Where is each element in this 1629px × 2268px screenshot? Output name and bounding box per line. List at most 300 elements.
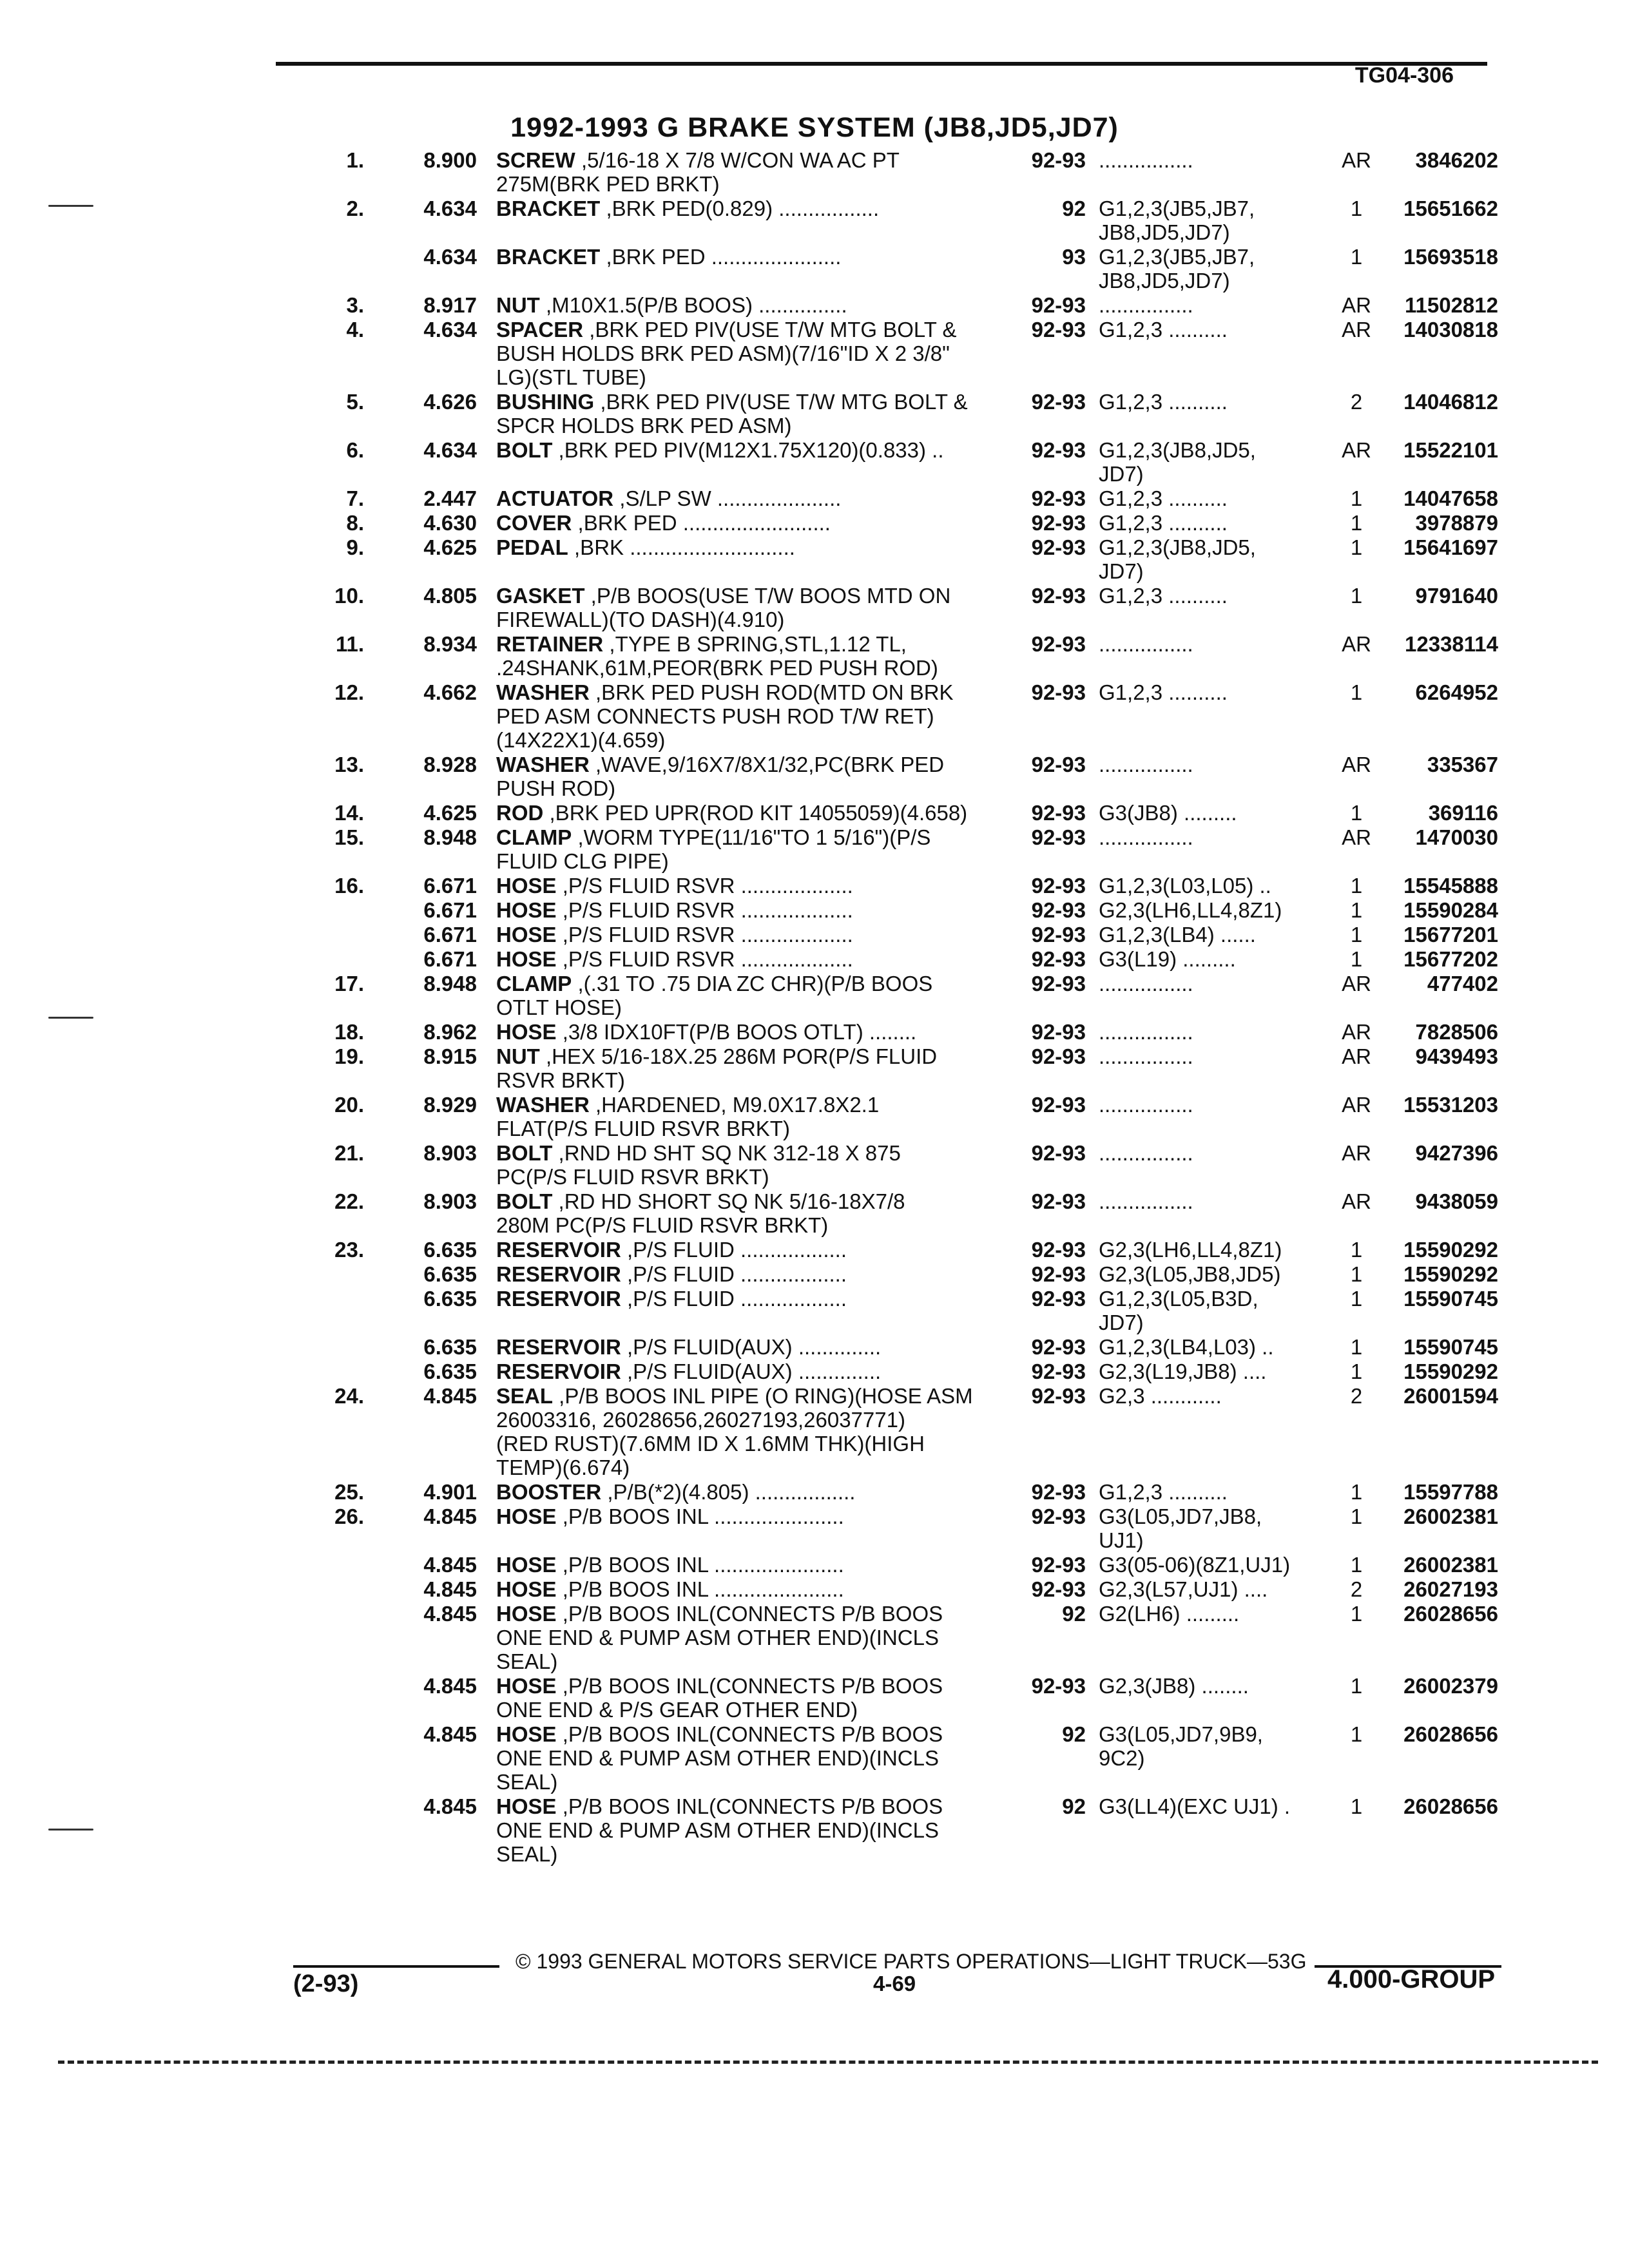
ref-number: 22. xyxy=(334,1189,364,1213)
part-name: RETAINER xyxy=(496,632,604,656)
part-number: 15641697 xyxy=(1403,535,1498,559)
usage-code: G1,2,3 .......... xyxy=(1099,680,1228,704)
quantity: 2 xyxy=(1350,1577,1363,1601)
quantity: AR xyxy=(1342,148,1371,172)
part-number: 15590745 xyxy=(1403,1335,1498,1359)
footer-rule-left xyxy=(293,1965,499,1968)
part-row xyxy=(0,148,1629,197)
usage-code: ................ xyxy=(1099,1020,1193,1044)
part-number: 3846202 xyxy=(1415,148,1498,172)
ref-number: 9. xyxy=(346,535,364,559)
usage-code: G2,3(JB8) ........ xyxy=(1099,1674,1249,1698)
usage-code: G1,2,3 .......... xyxy=(1099,511,1228,535)
part-number: 15590284 xyxy=(1403,898,1498,922)
part-number: 15597788 xyxy=(1403,1480,1498,1504)
part-description xyxy=(496,438,1005,462)
quantity: AR xyxy=(1342,972,1371,995)
part-row xyxy=(0,1262,1629,1287)
part-number: 14046812 xyxy=(1403,390,1498,414)
part-name: WASHER xyxy=(496,753,590,776)
quantity: 1 xyxy=(1350,1794,1363,1818)
model-years: 92-93 xyxy=(1031,1020,1086,1044)
part-description xyxy=(496,1384,1005,1479)
model-years: 92-93 xyxy=(1031,1262,1086,1286)
part-detail: ,P/B BOOS INL ...................... xyxy=(556,1577,844,1601)
quantity: AR xyxy=(1342,1044,1371,1068)
group-number: 8.929 xyxy=(423,1093,477,1117)
ref-number: 23. xyxy=(334,1238,364,1262)
part-detail: ,3/8 IDX10FT(P/B BOOS OTLT) ........ xyxy=(556,1020,917,1044)
usage-code: G2,3(LH6,LL4,8Z1) xyxy=(1099,898,1282,922)
part-name: HOSE xyxy=(496,923,557,947)
group-number: 4.634 xyxy=(423,245,477,269)
quantity: AR xyxy=(1342,438,1371,462)
part-description xyxy=(496,825,1005,873)
part-name: ROD xyxy=(496,801,544,825)
quantity: 1 xyxy=(1350,1553,1363,1577)
group-number: 4.634 xyxy=(423,197,477,220)
quantity: 1 xyxy=(1350,1674,1363,1698)
quantity: AR xyxy=(1342,1189,1371,1213)
group-number: 8.903 xyxy=(423,1189,477,1213)
part-number: 9427396 xyxy=(1415,1141,1498,1165)
part-name: GASKET xyxy=(496,584,585,608)
usage-code: ................ xyxy=(1099,753,1193,776)
part-name: SPACER xyxy=(496,318,584,341)
part-description xyxy=(496,680,1005,752)
part-row xyxy=(0,1602,1629,1674)
part-name: BOLT xyxy=(496,1189,553,1213)
part-description xyxy=(496,972,1005,1019)
part-name: CLAMP xyxy=(496,825,572,849)
ref-number: 18. xyxy=(334,1020,364,1044)
page-number: 4-69 xyxy=(873,1972,916,1995)
usage-code: G3(JB8) ......... xyxy=(1099,801,1237,825)
part-row xyxy=(0,1020,1629,1044)
part-detail: ,P/B BOOS(USE T/W BOOS MTD ON FIREWALL)(TO DASH)(4.910) xyxy=(496,584,951,631)
quantity: 1 xyxy=(1350,1335,1363,1359)
quantity: 1 xyxy=(1350,1360,1363,1383)
group-number: 8.900 xyxy=(423,148,477,172)
ref-number: 12. xyxy=(334,680,364,704)
part-name: RESERVOIR xyxy=(496,1262,621,1286)
model-years: 92-93 xyxy=(1031,318,1086,341)
part-description xyxy=(496,1044,1005,1092)
model-years: 92-93 xyxy=(1031,825,1086,849)
quantity: AR xyxy=(1342,753,1371,776)
group-number: 4.845 xyxy=(423,1602,477,1626)
part-name: HOSE xyxy=(496,947,557,971)
usage-code: G2,3(LH6,LL4,8Z1) xyxy=(1099,1238,1282,1262)
ref-number: 19. xyxy=(334,1044,364,1068)
model-years: 92-93 xyxy=(1031,1287,1086,1311)
group-number: 4.845 xyxy=(423,1794,477,1818)
quantity: 1 xyxy=(1350,1602,1363,1626)
document-id: TG04-306 xyxy=(1354,63,1454,88)
usage-code: ................ xyxy=(1099,148,1193,172)
group-number: 4.845 xyxy=(423,1504,477,1528)
group-number: 2.447 xyxy=(423,486,477,510)
part-detail: ,BRK PED UPR(ROD KIT 14055059)(4.658) xyxy=(543,801,968,825)
model-years: 92-93 xyxy=(1031,1674,1086,1698)
part-number: 15531203 xyxy=(1403,1093,1498,1117)
model-years: 92-93 xyxy=(1031,1238,1086,1262)
model-years: 92 xyxy=(1062,1602,1086,1626)
part-row xyxy=(0,1189,1629,1238)
part-number: 15590745 xyxy=(1403,1287,1498,1311)
part-number: 15590292 xyxy=(1403,1238,1498,1262)
parts-list xyxy=(0,148,1629,1867)
part-row xyxy=(0,438,1629,486)
quantity: 1 xyxy=(1350,923,1363,947)
part-detail: ,HARDENED, M9.0X17.8X2.1 FLAT(P/S FLUID RSVR BRKT) xyxy=(496,1093,880,1140)
part-row xyxy=(0,486,1629,511)
part-name: NUT xyxy=(496,1044,540,1068)
part-description xyxy=(496,148,1005,196)
part-name: HOSE xyxy=(496,1602,557,1626)
group-number: 8.928 xyxy=(423,753,477,776)
part-detail: ,S/LP SW ..................... xyxy=(613,486,842,510)
part-number: 477402 xyxy=(1427,972,1498,995)
part-number: 15693518 xyxy=(1403,245,1498,269)
group-number: 4.845 xyxy=(423,1674,477,1698)
part-name: WASHER xyxy=(496,680,590,704)
usage-code: G2,3(L05,JB8,JD5) xyxy=(1099,1262,1281,1286)
usage-code: ................ xyxy=(1099,293,1193,317)
ref-number: 25. xyxy=(334,1480,364,1504)
ref-number: 14. xyxy=(334,801,364,825)
part-number: 26002381 xyxy=(1403,1553,1498,1577)
quantity: AR xyxy=(1342,632,1371,656)
quantity: 1 xyxy=(1350,680,1363,704)
quantity: AR xyxy=(1342,1093,1371,1117)
part-description xyxy=(496,947,1005,971)
usage-code: ................ xyxy=(1099,1141,1193,1165)
part-detail: ,TYPE B SPRING,STL,1.12 TL, .24SHANK,61M,PEOR(BRK PED PUSH ROD) xyxy=(496,632,938,680)
part-row xyxy=(0,1238,1629,1262)
footer-group: 4.000-GROUP xyxy=(1327,1965,1496,1994)
part-detail: ,P/B BOOS INL PIPE (O RING)(HOSE ASM 26003316, 26028656,26027193,26037771) (RED RUST)(7.6MM ID X 1.6MM THK)(HIGH TEMP)(6.674) xyxy=(496,1384,973,1479)
part-description xyxy=(496,486,1005,510)
part-row xyxy=(0,680,1629,753)
model-years: 92-93 xyxy=(1031,148,1086,172)
part-number: 26001594 xyxy=(1403,1384,1498,1408)
group-number: 8.915 xyxy=(423,1044,477,1068)
part-name: BUSHING xyxy=(496,390,595,414)
group-number: 4.845 xyxy=(423,1577,477,1601)
part-detail: ,M10X1.5(P/B BOOS) ............... xyxy=(539,293,847,317)
part-detail: ,BRK PED ...................... xyxy=(600,245,842,269)
part-number: 3978879 xyxy=(1415,511,1498,535)
part-name: CLAMP xyxy=(496,972,572,995)
part-detail: ,P/S FLUID RSVR ................... xyxy=(556,923,853,947)
model-years: 92-93 xyxy=(1031,438,1086,462)
quantity: 1 xyxy=(1350,1238,1363,1262)
part-row xyxy=(0,293,1629,318)
usage-code: G2,3 ............ xyxy=(1099,1384,1222,1408)
part-detail: ,P/B BOOS INL ...................... xyxy=(556,1504,844,1528)
ref-number: 17. xyxy=(334,972,364,995)
part-name: HOSE xyxy=(496,1553,557,1577)
part-description xyxy=(496,390,1005,437)
part-detail: ,P/B BOOS INL ...................... xyxy=(556,1553,844,1577)
quantity: 1 xyxy=(1350,1480,1363,1504)
part-name: WASHER xyxy=(496,1093,590,1117)
group-number: 8.948 xyxy=(423,972,477,995)
part-row xyxy=(0,1335,1629,1360)
part-detail: ,P/B(*2)(4.805) ................. xyxy=(601,1480,856,1504)
part-detail: ,5/16-18 X 7/8 W/CON WA AC PT 275M(BRK PED BRKT) xyxy=(496,148,900,196)
usage-code: G1,2,3(JB8,JD5, JD7) xyxy=(1099,438,1256,486)
usage-code: G3(L19) ......... xyxy=(1099,947,1236,971)
part-number: 26027193 xyxy=(1403,1577,1498,1601)
part-detail: ,P/S FLUID(AUX) .............. xyxy=(621,1360,882,1383)
quantity: AR xyxy=(1342,825,1371,849)
part-detail: ,P/S FLUID RSVR ................... xyxy=(556,947,853,971)
model-years: 92-93 xyxy=(1031,511,1086,535)
group-number: 8.903 xyxy=(423,1141,477,1165)
part-description xyxy=(496,1141,1005,1189)
part-name: RESERVOIR xyxy=(496,1287,621,1311)
part-row xyxy=(0,1480,1629,1504)
part-number: 14030818 xyxy=(1403,318,1498,341)
part-row xyxy=(0,1384,1629,1480)
ref-number: 8. xyxy=(346,511,364,535)
model-years: 92-93 xyxy=(1031,1141,1086,1165)
group-number: 4.630 xyxy=(423,511,477,535)
part-number: 15522101 xyxy=(1403,438,1498,462)
part-row xyxy=(0,1504,1629,1553)
part-description xyxy=(496,197,1005,220)
usage-code: G1,2,3 .......... xyxy=(1099,486,1228,510)
part-detail: ,WAVE,9/16X7/8X1/32,PC(BRK PED PUSH ROD) xyxy=(496,753,945,800)
part-name: ACTUATOR xyxy=(496,486,614,510)
part-name: HOSE xyxy=(496,1504,557,1528)
group-number: 6.635 xyxy=(423,1360,477,1383)
ref-number: 15. xyxy=(334,825,364,849)
part-row xyxy=(0,1141,1629,1189)
model-years: 92-93 xyxy=(1031,753,1086,776)
group-number: 4.634 xyxy=(423,318,477,341)
model-years: 92-93 xyxy=(1031,1504,1086,1528)
quantity: 1 xyxy=(1350,535,1363,559)
group-number: 6.635 xyxy=(423,1238,477,1262)
part-number: 26028656 xyxy=(1403,1794,1498,1818)
part-description xyxy=(496,1020,1005,1044)
part-name: HOSE xyxy=(496,1722,557,1746)
quantity: 1 xyxy=(1350,197,1363,220)
part-detail: ,P/S FLUID RSVR ................... xyxy=(556,874,853,898)
top-rule xyxy=(276,62,1487,66)
part-detail: ,P/B BOOS INL(CONNECTS P/B BOOS ONE END & PUMP ASM OTHER END)(INCLS SEAL) xyxy=(496,1602,943,1673)
quantity: 1 xyxy=(1350,1262,1363,1286)
part-number: 26002379 xyxy=(1403,1674,1498,1698)
group-number: 4.901 xyxy=(423,1480,477,1504)
part-detail: ,BRK PED PIV(M12X1.75X120)(0.833) .. xyxy=(552,438,944,462)
part-detail: ,HEX 5/16-18X.25 286M POR(P/S FLUID RSVR BRKT) xyxy=(496,1044,938,1092)
part-row xyxy=(0,972,1629,1020)
ref-number: 5. xyxy=(346,390,364,414)
part-description xyxy=(496,1335,1005,1359)
part-name: NUT xyxy=(496,293,540,317)
part-description xyxy=(496,632,1005,680)
part-description xyxy=(496,293,1005,317)
ref-number: 26. xyxy=(334,1504,364,1528)
model-years: 92-93 xyxy=(1031,923,1086,947)
part-description xyxy=(496,1287,1005,1311)
group-number: 4.845 xyxy=(423,1722,477,1746)
model-years: 92 xyxy=(1062,1794,1086,1818)
part-row xyxy=(0,825,1629,874)
model-years: 92-93 xyxy=(1031,1044,1086,1068)
model-years: 92-93 xyxy=(1031,293,1086,317)
usage-code: G1,2,3(LB4) ...... xyxy=(1099,923,1256,947)
binder-mark xyxy=(48,1829,93,1831)
part-row xyxy=(0,947,1629,972)
quantity: 1 xyxy=(1350,511,1363,535)
usage-code: G2,3(L19,JB8) .... xyxy=(1099,1360,1267,1383)
part-description xyxy=(496,1189,1005,1237)
model-years: 92 xyxy=(1062,197,1086,220)
quantity: 1 xyxy=(1350,584,1363,608)
part-row xyxy=(0,753,1629,801)
part-description xyxy=(496,245,1005,269)
part-number: 14047658 xyxy=(1403,486,1498,510)
part-row xyxy=(0,245,1629,293)
part-description xyxy=(496,801,1005,825)
part-detail: ,BRK ............................ xyxy=(568,535,795,559)
usage-code: G1,2,3(JB8,JD5, JD7) xyxy=(1099,535,1256,583)
usage-code: G1,2,3(LB4,L03) .. xyxy=(1099,1335,1274,1359)
quantity: AR xyxy=(1342,293,1371,317)
part-description xyxy=(496,318,1005,389)
quantity: AR xyxy=(1342,318,1371,341)
model-years: 92 xyxy=(1062,1722,1086,1746)
group-number: 6.671 xyxy=(423,923,477,947)
part-name: SCREW xyxy=(496,148,575,172)
scan-edge-rule xyxy=(58,2061,1598,2064)
part-row xyxy=(0,511,1629,535)
part-number: 9791640 xyxy=(1415,584,1498,608)
part-name: SEAL xyxy=(496,1384,554,1408)
part-name: RESERVOIR xyxy=(496,1335,621,1359)
part-row xyxy=(0,1093,1629,1141)
part-name: RESERVOIR xyxy=(496,1360,621,1383)
usage-code: G1,2,3(JB5,JB7, JB8,JD5,JD7) xyxy=(1099,197,1255,244)
part-row xyxy=(0,632,1629,680)
model-years: 92-93 xyxy=(1031,1189,1086,1213)
part-number: 15651662 xyxy=(1403,197,1498,220)
part-description xyxy=(496,511,1005,535)
part-description xyxy=(496,923,1005,947)
part-description xyxy=(496,1794,1005,1866)
part-row xyxy=(0,535,1629,584)
part-row xyxy=(0,390,1629,438)
binder-mark xyxy=(48,205,93,207)
usage-code: G1,2,3 .......... xyxy=(1099,390,1228,414)
part-detail: ,P/B BOOS INL(CONNECTS P/B BOOS ONE END & PUMP ASM OTHER END)(INCLS SEAL) xyxy=(496,1794,943,1866)
part-row xyxy=(0,1287,1629,1335)
part-description xyxy=(496,1674,1005,1722)
quantity: 1 xyxy=(1350,486,1363,510)
ref-number: 21. xyxy=(334,1141,364,1165)
part-row xyxy=(0,1044,1629,1093)
ref-number: 13. xyxy=(334,753,364,776)
group-number: 8.948 xyxy=(423,825,477,849)
quantity: 1 xyxy=(1350,898,1363,922)
part-description xyxy=(496,1722,1005,1794)
part-name: BRACKET xyxy=(496,197,601,220)
usage-code: G2,3(L57,UJ1) .... xyxy=(1099,1577,1268,1601)
part-description xyxy=(496,1262,1005,1286)
quantity: 1 xyxy=(1350,1504,1363,1528)
model-years: 92-93 xyxy=(1031,486,1086,510)
quantity: 1 xyxy=(1350,245,1363,269)
part-name: HOSE xyxy=(496,874,557,898)
part-description xyxy=(496,753,1005,800)
part-detail: ,BRK PED PIV(USE T/W MTG BOLT & SPCR HOLDS BRK PED ASM) xyxy=(496,390,968,437)
model-years: 92-93 xyxy=(1031,1577,1086,1601)
part-detail: ,RD HD SHORT SQ NK 5/16-18X7/8 280M PC(P/S FLUID RSVR BRKT) xyxy=(496,1189,905,1237)
usage-code: G1,2,3 .......... xyxy=(1099,318,1228,341)
part-detail: ,RND HD SHT SQ NK 312-18 X 875 PC(P/S FLUID RSVR BRKT) xyxy=(496,1141,901,1189)
part-name: HOSE xyxy=(496,898,557,922)
usage-code: ................ xyxy=(1099,1044,1193,1068)
usage-code: ................ xyxy=(1099,1189,1193,1213)
part-description xyxy=(496,1577,1005,1601)
part-row xyxy=(0,1674,1629,1722)
part-row xyxy=(0,1553,1629,1577)
part-name: BOLT xyxy=(496,1141,553,1165)
usage-code: G1,2,3 .......... xyxy=(1099,1480,1228,1504)
part-number: 369116 xyxy=(1428,801,1498,825)
part-name: RESERVOIR xyxy=(496,1238,621,1262)
part-number: 6264952 xyxy=(1415,680,1498,704)
group-number: 6.671 xyxy=(423,947,477,971)
ref-number: 11. xyxy=(335,632,364,656)
binder-mark xyxy=(48,1017,93,1019)
usage-code: G1,2,3(L05,B3D, JD7) xyxy=(1099,1287,1258,1334)
part-number: 15545888 xyxy=(1403,874,1498,898)
quantity: AR xyxy=(1342,1020,1371,1044)
model-years: 92-93 xyxy=(1031,1335,1086,1359)
group-number: 4.845 xyxy=(423,1384,477,1408)
model-years: 92-93 xyxy=(1031,632,1086,656)
part-detail: ,P/B BOOS INL(CONNECTS P/B BOOS ONE END & PUMP ASM OTHER END)(INCLS SEAL) xyxy=(496,1722,943,1794)
part-detail: ,P/S FLUID .................. xyxy=(621,1262,847,1286)
usage-code: G3(05-06)(8Z1,UJ1) xyxy=(1099,1553,1291,1577)
model-years: 92-93 xyxy=(1031,1093,1086,1117)
part-description xyxy=(496,1093,1005,1140)
part-name: HOSE xyxy=(496,1794,557,1818)
ref-number: 6. xyxy=(346,438,364,462)
part-description xyxy=(496,898,1005,922)
part-number: 26028656 xyxy=(1403,1602,1498,1626)
part-detail: ,BRK PED PUSH ROD(MTD ON BRK PED ASM CONNECTS PUSH ROD T/W RET) (14X22X1)(4.659) xyxy=(496,680,954,752)
quantity: AR xyxy=(1342,1141,1371,1165)
part-description xyxy=(496,874,1005,898)
quantity: 1 xyxy=(1350,1287,1363,1311)
usage-code: G1,2,3 .......... xyxy=(1099,584,1228,608)
usage-code: G1,2,3(L03,L05) .. xyxy=(1099,874,1271,898)
part-row xyxy=(0,874,1629,898)
part-name: HOSE xyxy=(496,1674,557,1698)
usage-code: G3(LL4)(EXC UJ1) . xyxy=(1099,1794,1291,1818)
part-number: 26002381 xyxy=(1403,1504,1498,1528)
part-detail: ,P/S FLUID(AUX) .............. xyxy=(621,1335,882,1359)
ref-number: 10. xyxy=(334,584,364,608)
model-years: 93 xyxy=(1062,245,1086,269)
